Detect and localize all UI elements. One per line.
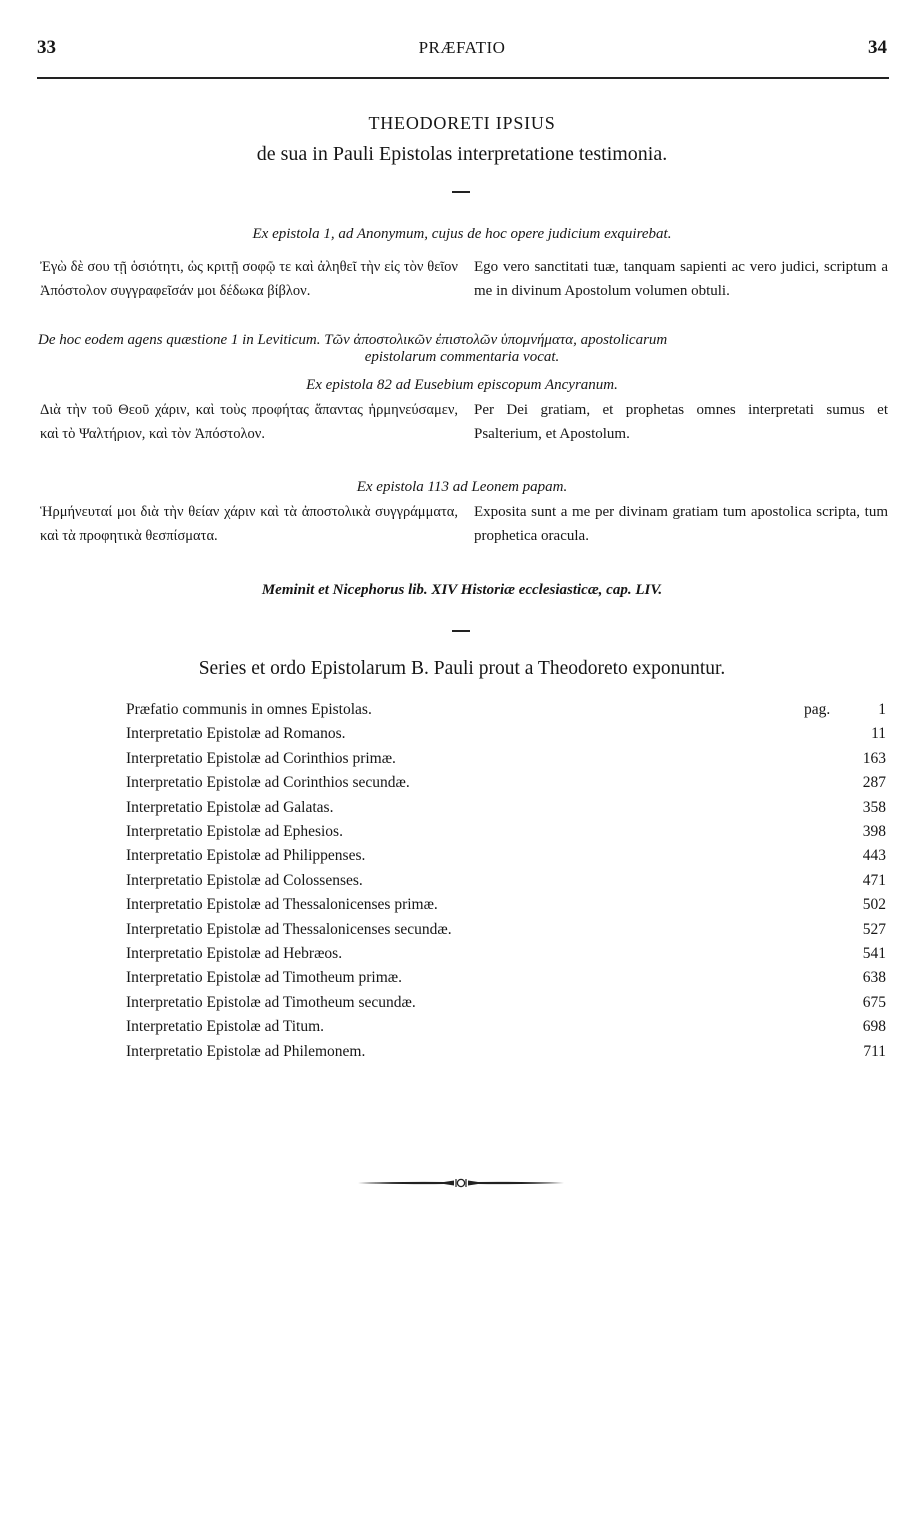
contents-entry-title: Interpretatio Epistolæ ad Hebræos. xyxy=(126,945,343,962)
contents-row xyxy=(126,969,886,993)
header-rule xyxy=(37,77,889,79)
contents-row xyxy=(126,701,886,725)
contents-entry-page: 1 xyxy=(878,701,886,718)
contents-row xyxy=(126,847,886,871)
contents-entry-page: 698 xyxy=(862,1018,886,1036)
contents-entry-title: Interpretatio Epistolæ ad Colossenses. xyxy=(126,871,363,889)
contents-entry-page: 638 xyxy=(862,969,886,987)
contents-entry-title: Interpretatio Epistolæ ad Galatas. xyxy=(126,798,334,816)
series-title: Series et ordo Epistolarum B. Pauli prout a Theodoreto exponuntur. xyxy=(198,658,726,679)
contents-row xyxy=(126,994,886,1018)
latin-text: Per Dei gratiam, et prophetas omnes interpretati sumus et Psalterium, et Apostolum. xyxy=(474,402,888,442)
excerpt-reference-nicephorus: Meminit et Nicephorus lib. XIV Historiæ ecclesiasticæ, cap. LIV. xyxy=(261,582,663,598)
contents-entry-page: 471 xyxy=(862,871,886,889)
excerpt-reference: Ex epistola 113 ad Leonem papam. xyxy=(356,479,568,495)
contents-entry-title: Interpretatio Epistolæ ad Romanos. xyxy=(126,725,346,743)
contents-entry-page: 675 xyxy=(862,993,886,1011)
contents-entry-title: Interpretatio Epistolæ ad Titum. xyxy=(126,1018,325,1036)
contents-entry-title: Interpretatio Epistolæ ad Corinthios primæ. xyxy=(126,749,396,767)
contents-entry-title: Interpretatio Epistolæ ad Thessalonicenses secundæ. xyxy=(126,920,452,938)
contents-row xyxy=(126,823,886,847)
greek-text: Διὰ τὴν τοῦ Θεοῦ χάριν, καὶ τοὺς προφήτας ἅπαντας ἡρμηνεύσαμεν, καὶ τὸ Ψαλτήριον, καὶ τὸν Ἀπόστολον. xyxy=(40,402,458,442)
contents-row xyxy=(126,799,886,823)
excerpt-reference: Ex epistola 82 ad Eusebium episcopum Ancyranum. xyxy=(306,377,618,393)
latin-text: Exposita sunt a me per divinam gratiam tum apostolica scripta, tum prophetica oracula. xyxy=(474,504,888,544)
contents-entry-page: 541 xyxy=(862,945,886,962)
greek-text: Ἡρμήνευταί μοι διὰ τὴν θείαν χάριν καὶ τὰ ἀποστολικὰ συγγράμματα, καὶ τὰ προφητικὰ θεσπίσματα. xyxy=(40,504,458,544)
excerpt-reference: Ex epistola 1, ad Anonymum, cujus de hoc opere judicium exquirebat. xyxy=(252,226,672,242)
excerpt-reference-leviticum: De hoc eodem agens quæstione 1 in Leviticum. Τῶν ἀποστολικῶν ἐπιστολῶν ὑπομνήματα, apostolicarum xyxy=(38,332,668,348)
contents-row xyxy=(126,725,886,749)
contents-entry-page: 502 xyxy=(862,896,886,914)
contents-entry-title: Interpretatio Epistolæ ad Philippenses. xyxy=(126,847,366,865)
section-subtitle: de sua in Pauli Epistolas interpretatione testimonia. xyxy=(256,143,668,165)
contents-entry-title: Interpretatio Epistolæ ad Philemonem. xyxy=(126,1042,366,1060)
contents-row xyxy=(126,945,886,969)
greek-text: Ἐγὼ δὲ σου τῇ ὁσιότητι, ὡς κριτῇ σοφῷ τε καὶ ἀληθεῖ τὴν εἰς τὸν θεῖον Ἀπόστολον συγγραφεῖσάν μοι δέδωκα βίβλον. xyxy=(40,259,458,299)
ornament-rule-icon xyxy=(356,1176,566,1190)
contents-entry-title: Interpretatio Epistolæ ad Corinthios secundæ. xyxy=(126,774,410,792)
contents-row xyxy=(126,774,886,798)
contents-row xyxy=(126,750,886,774)
section-title: THEODORETI IPSIUS xyxy=(368,113,556,133)
contents-row xyxy=(126,896,886,920)
contents-entry-title: Interpretatio Epistolæ ad Timotheum secundæ. xyxy=(126,993,416,1011)
latin-text: Ego vero sanctitati tuæ, tanquam sapienti ac vero judici, scriptum a me in divinum Apostolum volumen obtuli. xyxy=(474,259,888,299)
running-head: PRÆFATIO xyxy=(418,38,506,57)
contents-entry-title: Interpretatio Epistolæ ad Thessalonicenses primæ. xyxy=(126,896,438,914)
pag-label: pag. xyxy=(804,701,831,718)
excerpt-reference-continuation: epistolarum commentaria vocat. xyxy=(364,349,560,365)
contents-entry-page: 711 xyxy=(863,1042,886,1060)
contents-row xyxy=(126,1043,886,1067)
separator-dash xyxy=(452,191,470,193)
contents-entry-page: 443 xyxy=(862,847,886,865)
page-number-right: 34 xyxy=(868,37,887,58)
contents-row xyxy=(126,1018,886,1042)
contents-entry-page: 527 xyxy=(862,920,886,938)
contents-row xyxy=(126,872,886,896)
contents-entry-title: Interpretatio Epistolæ ad Timotheum primæ. xyxy=(126,969,402,987)
contents-entry-page: 358 xyxy=(862,798,886,816)
contents-entry-title: Præfatio communis in omnes Epistolas. xyxy=(126,701,372,718)
page-number-left: 33 xyxy=(37,37,56,58)
contents-entry-page: 398 xyxy=(862,823,886,840)
contents-row xyxy=(126,921,886,945)
contents-entry-title: Interpretatio Epistolæ ad Ephesios. xyxy=(126,823,343,840)
contents-entry-page: 163 xyxy=(862,749,886,767)
contents-entry-page: 11 xyxy=(871,725,886,743)
contents-entry-page: 287 xyxy=(862,774,886,792)
separator-dash xyxy=(452,630,470,632)
